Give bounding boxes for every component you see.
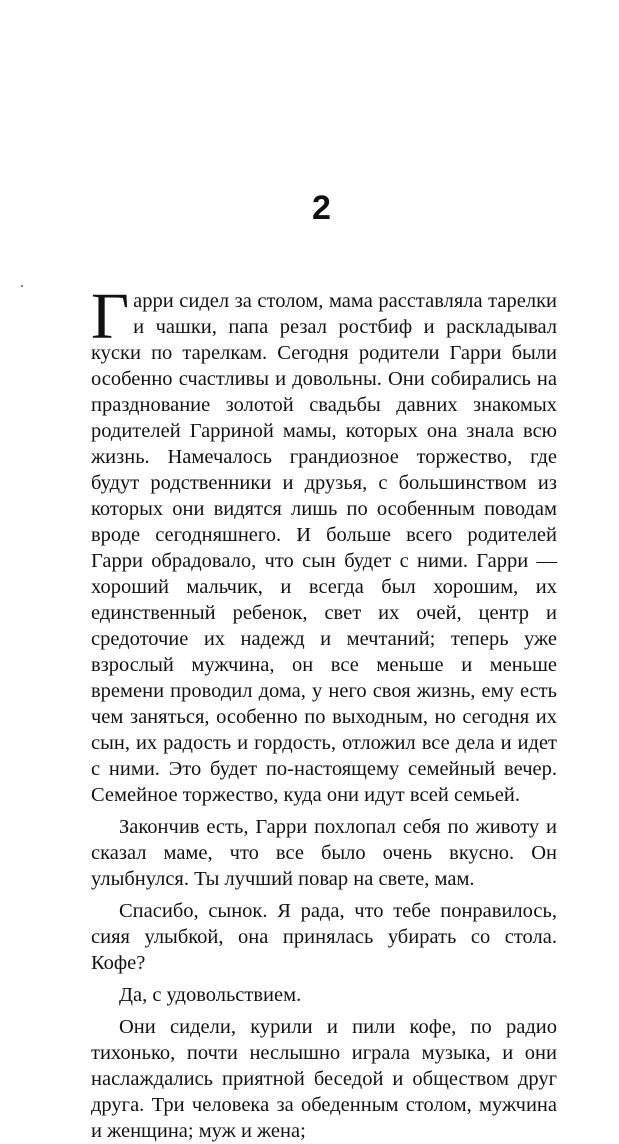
paragraph-5: Они сидели, курили и пили кофе, по радио тихонько, почти неслышно играла музыка, и они наслаждались приятной беседой и обществом друг друга. Три человека за обеденным столом, мужчина и женщина; муж и жена; [91,1016,557,1142]
paragraph-1 [91,280,557,808]
paragraph-1-text: арри сидел за столом, мама расставляла тарелки и чашки, папа резал ростбиф и раскладывал куски по тарелкам. Сегодня родители Гарри были особенно счастливы и довольны. Они собирались на празднование золотой свадьбы давних знакомых родителей Гарриной мамы, которых она знала всю жизнь. Намечалось грандиозное торжество, где будут родственники и друзья, с большинством из которых они видятся лишь по особенным поводам вроде сегодняшнего. И больше всего родителей Гарри обрадовало, что сын будет с ними. Гарри — хороший мальчик, и всегда был хорошим, их единственный ребенок, свет их очей, центр и средоточие их надежд и мечтаний; теперь уже взрослый мужчина, он все меньше и меньше времени проводил дома, у него своя жизнь, ему есть чем заняться, особенно по выходным, но сегодня их сын, их радость и гордость, отложил все дела и идет с ними. Это будет по-настоящему семейный вечер. Семейное торжество, куда они идут всей семьей. [91,290,557,806]
paragraph-2: Закончив есть, Гарри похлопал себя по животу и сказал маме, что все было очень вкусно. Он улыбнулся. Ты лучший повар на свете, мам. [91,816,557,890]
paragraph-4: Да, с удовольствием. [119,984,302,1006]
chapter-text [91,282,557,1144]
drop-cap: Г [91,280,130,353]
print-speck [21,285,23,287]
paragraph-3: Спасибо, сынок. Я рада, что тебе понравилось, сияя улыбкой, она принялась убирать со стола. Кофе? [91,900,557,974]
chapter-number: 2 [312,189,331,227]
